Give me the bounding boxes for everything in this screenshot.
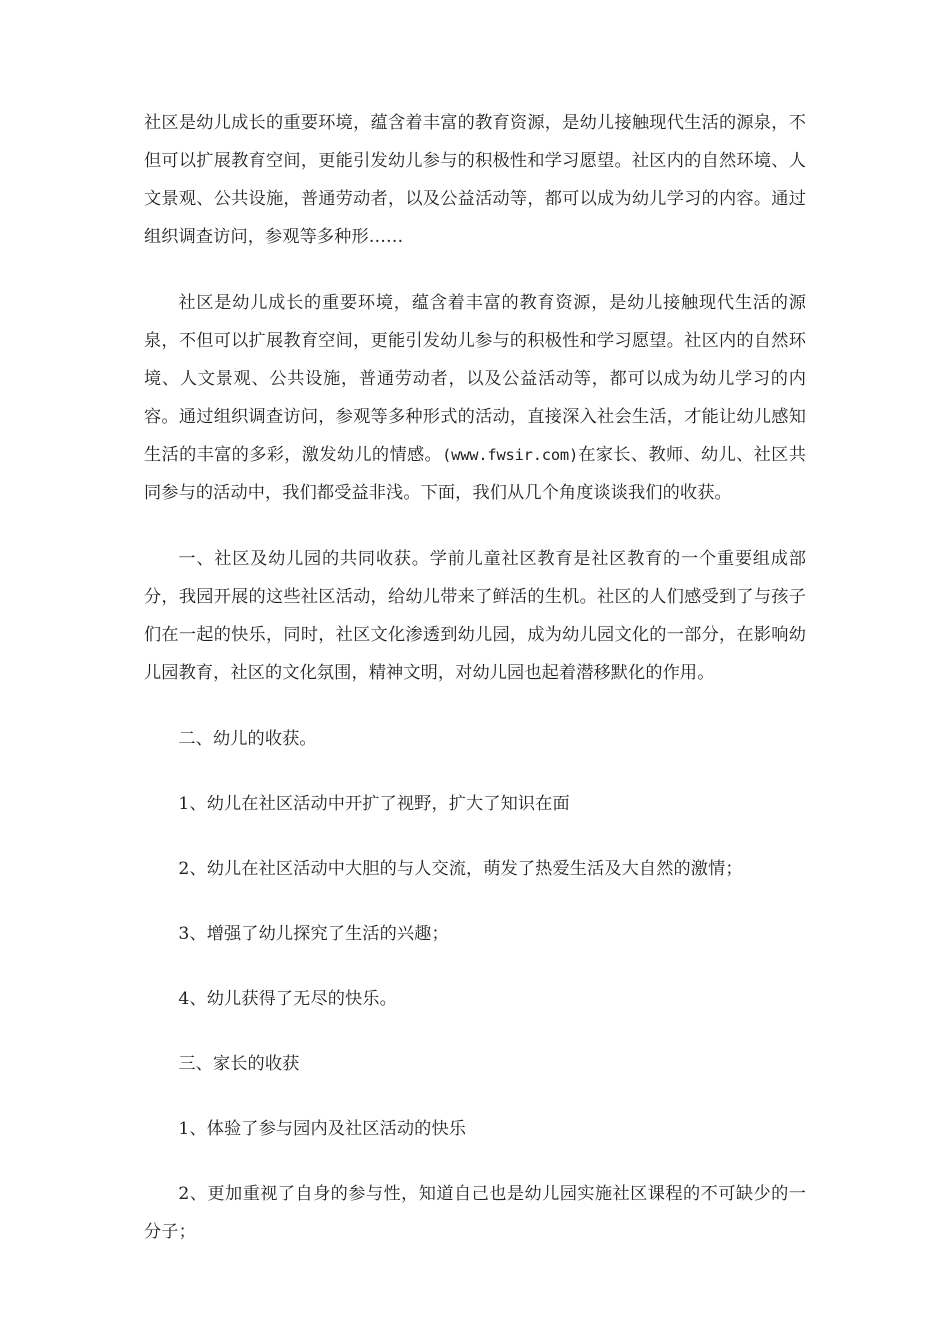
list-item-two-2: 2、幼儿在社区活动中大胆的与人交流，萌发了热爱生活及大自然的激情； <box>178 859 743 879</box>
section-one-paragraph: 一、社区及幼儿园的共同收获。学前儿童社区教育是社区教育的一个重要组成部分，我园开展的这些社区活动，给幼儿带来了鲜活的生机。社区的人们感受到了与孩子们在一起的快乐，同时，社区文化渗透到幼儿园，成为幼儿园文化的一部分，在影响幼儿园教育，社区的文化氛围，精神文明，对幼儿园也起着潜移默化的作用。 <box>144 549 806 683</box>
block-spacer <box>144 953 806 980</box>
summary-paragraph: 社区是幼儿成长的重要环境，蕴含着丰富的教育资源，是幼儿接触现代生活的源泉，不但可以扩展教育空间，更能引发幼儿参与的积极性和学习愿望。社区内的自然环境、人文景观、公共设施，普通劳动者，以及公益活动等，都可以成为幼儿学习的内容。通过组织调查访问，参观等多种形…… <box>144 113 806 247</box>
intro-paragraph-text-before-url: 社区是幼儿成长的重要环境，蕴含着丰富的教育资源，是幼儿接触现代生活的源泉，不但可以扩展教育空间，更能引发幼儿参与的积极性和学习愿望。社区内的自然环境、人文景观、公共设施，普通劳动者，以及公益活动等，都可以成为幼儿学习的内容。通过组织调查访问，参观等多种形式的活动，直接深入社会生活，才能让幼儿感知生活的丰富的多彩，激发幼儿的情感。 <box>144 293 806 465</box>
block-spacer <box>144 888 806 915</box>
block-spacer <box>144 692 806 720</box>
intro-paragraph-text-after-url: 在家长、教师、幼儿、社区共同参与的活动中，我们都受益非浅。下面，我们从几个角度谈谈我们的收获。 <box>144 445 806 503</box>
document-text-column <box>144 104 806 1251</box>
block-spacer <box>144 758 806 785</box>
block-spacer <box>144 823 806 850</box>
heading-section-three: 三、家长的收获 <box>178 1054 300 1074</box>
block-spacer <box>144 1018 806 1045</box>
list-item-three-2: 2、更加重视了自身的参与性，知道自己也是幼儿园实施社区课程的不可缺少的一分子； <box>144 1184 806 1242</box>
list-item-two-3: 3、增强了幼儿探究了生活的兴趣； <box>178 924 449 944</box>
list-item-three-1: 1、体验了参与园内及社区活动的快乐 <box>178 1119 467 1139</box>
intro-paragraph <box>144 284 806 512</box>
block-spacer <box>144 512 806 540</box>
source-url-text: (www.fwsir.com) <box>442 446 579 464</box>
list-item-two-4: 4、幼儿获得了无尽的快乐。 <box>178 989 397 1009</box>
block-spacer <box>144 256 806 284</box>
block-spacer <box>144 1083 806 1110</box>
heading-section-two: 二、幼儿的收获。 <box>178 729 317 749</box>
block-spacer <box>144 1148 806 1175</box>
list-item-two-1: 1、幼儿在社区活动中开扩了视野，扩大了知识在面 <box>178 794 570 814</box>
